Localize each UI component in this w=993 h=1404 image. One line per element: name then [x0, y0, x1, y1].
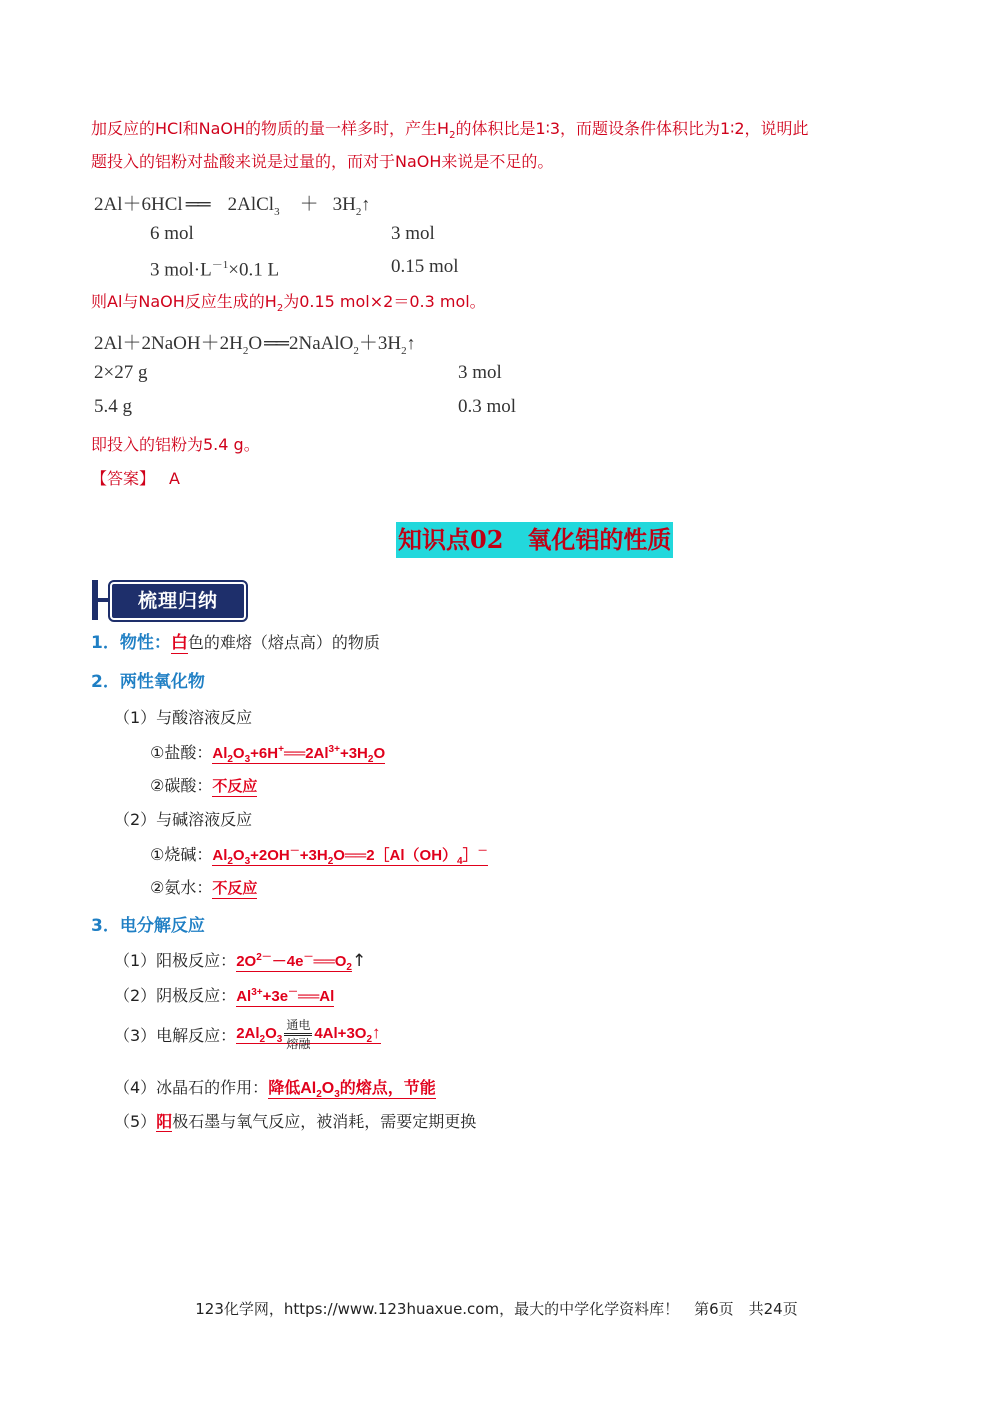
heading-electrolysis: 3．电分解反应 — [91, 916, 205, 936]
section-label-connector — [98, 598, 110, 602]
acid-reaction-hcl: ①盐酸：$Al_2O_3+6H^+══2Al^{3+}+3H_2O$ — [150, 743, 386, 765]
heading-physical-property: 1．物性：白色的难熔（熔点高）的物质 — [91, 633, 380, 653]
answer-carbonic: 不反应 — [212, 778, 258, 795]
answer-hcl: $Al_2O_3+6H^+══2Al^{3+}+3H_2O$ — [212, 744, 386, 765]
equation-2: $2Al+2NaOH+2H_2O$ ══ $2NaAlO_2+3H_2↑$ — [94, 333, 416, 357]
answer-electrolysis: $2Al_2O_3$ $\frac{\text{通电}}{\text{熔融}}$ $4Al+3O_2↑$ — [236, 1018, 381, 1051]
equation-1-row-2-right: 3 mol — [391, 223, 435, 244]
explanation-line-4: 即投入的铝粉为5.4 g。 — [91, 435, 260, 454]
equation-2-row-3-left: 5.4 g — [94, 396, 132, 417]
knowledge-point-title: 知识点02 氧化铝的性质 — [396, 522, 673, 558]
heading-amphoteric-oxide: 2．两性氧化物 — [91, 672, 205, 692]
equation-2-row-2-left: 2×27 g — [94, 362, 148, 383]
anode-graphite-note: （5）阳极石墨与氧气反应，被消耗，需要定期更换 — [114, 1112, 477, 1131]
answer-ammonia: 不反应 — [212, 880, 258, 897]
answer-cryolite: 降低$Al_2O_3$的熔点，节能 — [268, 1080, 436, 1101]
equation-1: 2Al＋6HCl ══ 2AlCl$_3$ ＋ $3H_2↑$ — [94, 194, 371, 218]
equation-2-row-2-right: 3 mol — [458, 362, 502, 383]
section-label: 梳理归纳 — [110, 582, 246, 620]
section-label-box — [92, 580, 246, 620]
explanation-line-3: 则Al与NaOH反应生成的$H_2$为0.15 mol×2＝0.3 mol。 — [91, 292, 486, 315]
answer-anode: $2O^{2-}-4e^-══O_2$ — [236, 952, 352, 973]
page-footer: 123化学网，https://www.123huaxue.com，最大的中学化学资料库！ 第6页 共24页 — [195, 1300, 798, 1318]
equation-1-row-3-left: 3 $mol\cdot L^{-1}\times 0.1$ L — [150, 259, 280, 281]
reaction-condition: $\frac{\text{通电}}{\text{熔融}}$ — [286, 1018, 311, 1051]
anode-reaction: （1）阳极反应：$2O^{2-}-4e^-══O_2↑$ — [114, 951, 367, 973]
base-reaction-naoh: ①烧碱：$Al_2O_3+2OH^-+3H_2O══2[Al(OH)_4]^-$ — [150, 845, 488, 867]
base-reaction-title: （2）与碱溶液反应 — [114, 810, 253, 829]
explanation-line-2: 题投入的铝粉对盐酸来说是过量的，而对于NaOH来说是不足的。 — [91, 152, 554, 171]
explanation-line-1: 加反应的HCl和NaOH的物质的量一样多时，产生$H_2$的体积比是1∶3，而题设条件体积比为1∶2，说明此 — [91, 119, 809, 142]
equation-2-row-3-right: 0.3 mol — [458, 396, 517, 417]
answer-value: A — [169, 469, 180, 488]
answer-cathode: $Al^{3+}+3e^-══Al$ — [236, 987, 335, 1005]
acid-reaction-title: （1）与酸溶液反应 — [114, 708, 253, 727]
cryolite-role: （4）冰晶石的作用：降低$Al_2O_3$的熔点，节能 — [114, 1078, 436, 1101]
equation-1-row-2-left: 6 mol — [150, 223, 194, 244]
electrolysis-reaction: （3）电解反应：$2Al_2O_3$ $\frac{\text{通电}}{\text{熔融}}$ $4Al+3O_2↑$ — [114, 1018, 381, 1051]
answer-line — [91, 468, 180, 490]
answer-naoh: $Al_2O_3+2OH^-+3H_2O══2[Al(OH)_4]^-$ — [212, 846, 488, 867]
answer-label: 【答案】 — [91, 469, 156, 488]
equation-1-row-3-right: 0.15 mol — [391, 256, 459, 277]
acid-reaction-carbonic: ②碳酸：不反应 — [150, 776, 258, 795]
base-reaction-ammonia: ②氨水：不反应 — [150, 878, 258, 897]
cathode-reaction: （2）阴极反应：$Al^{3+}+3e^-══Al$ — [114, 986, 335, 1005]
